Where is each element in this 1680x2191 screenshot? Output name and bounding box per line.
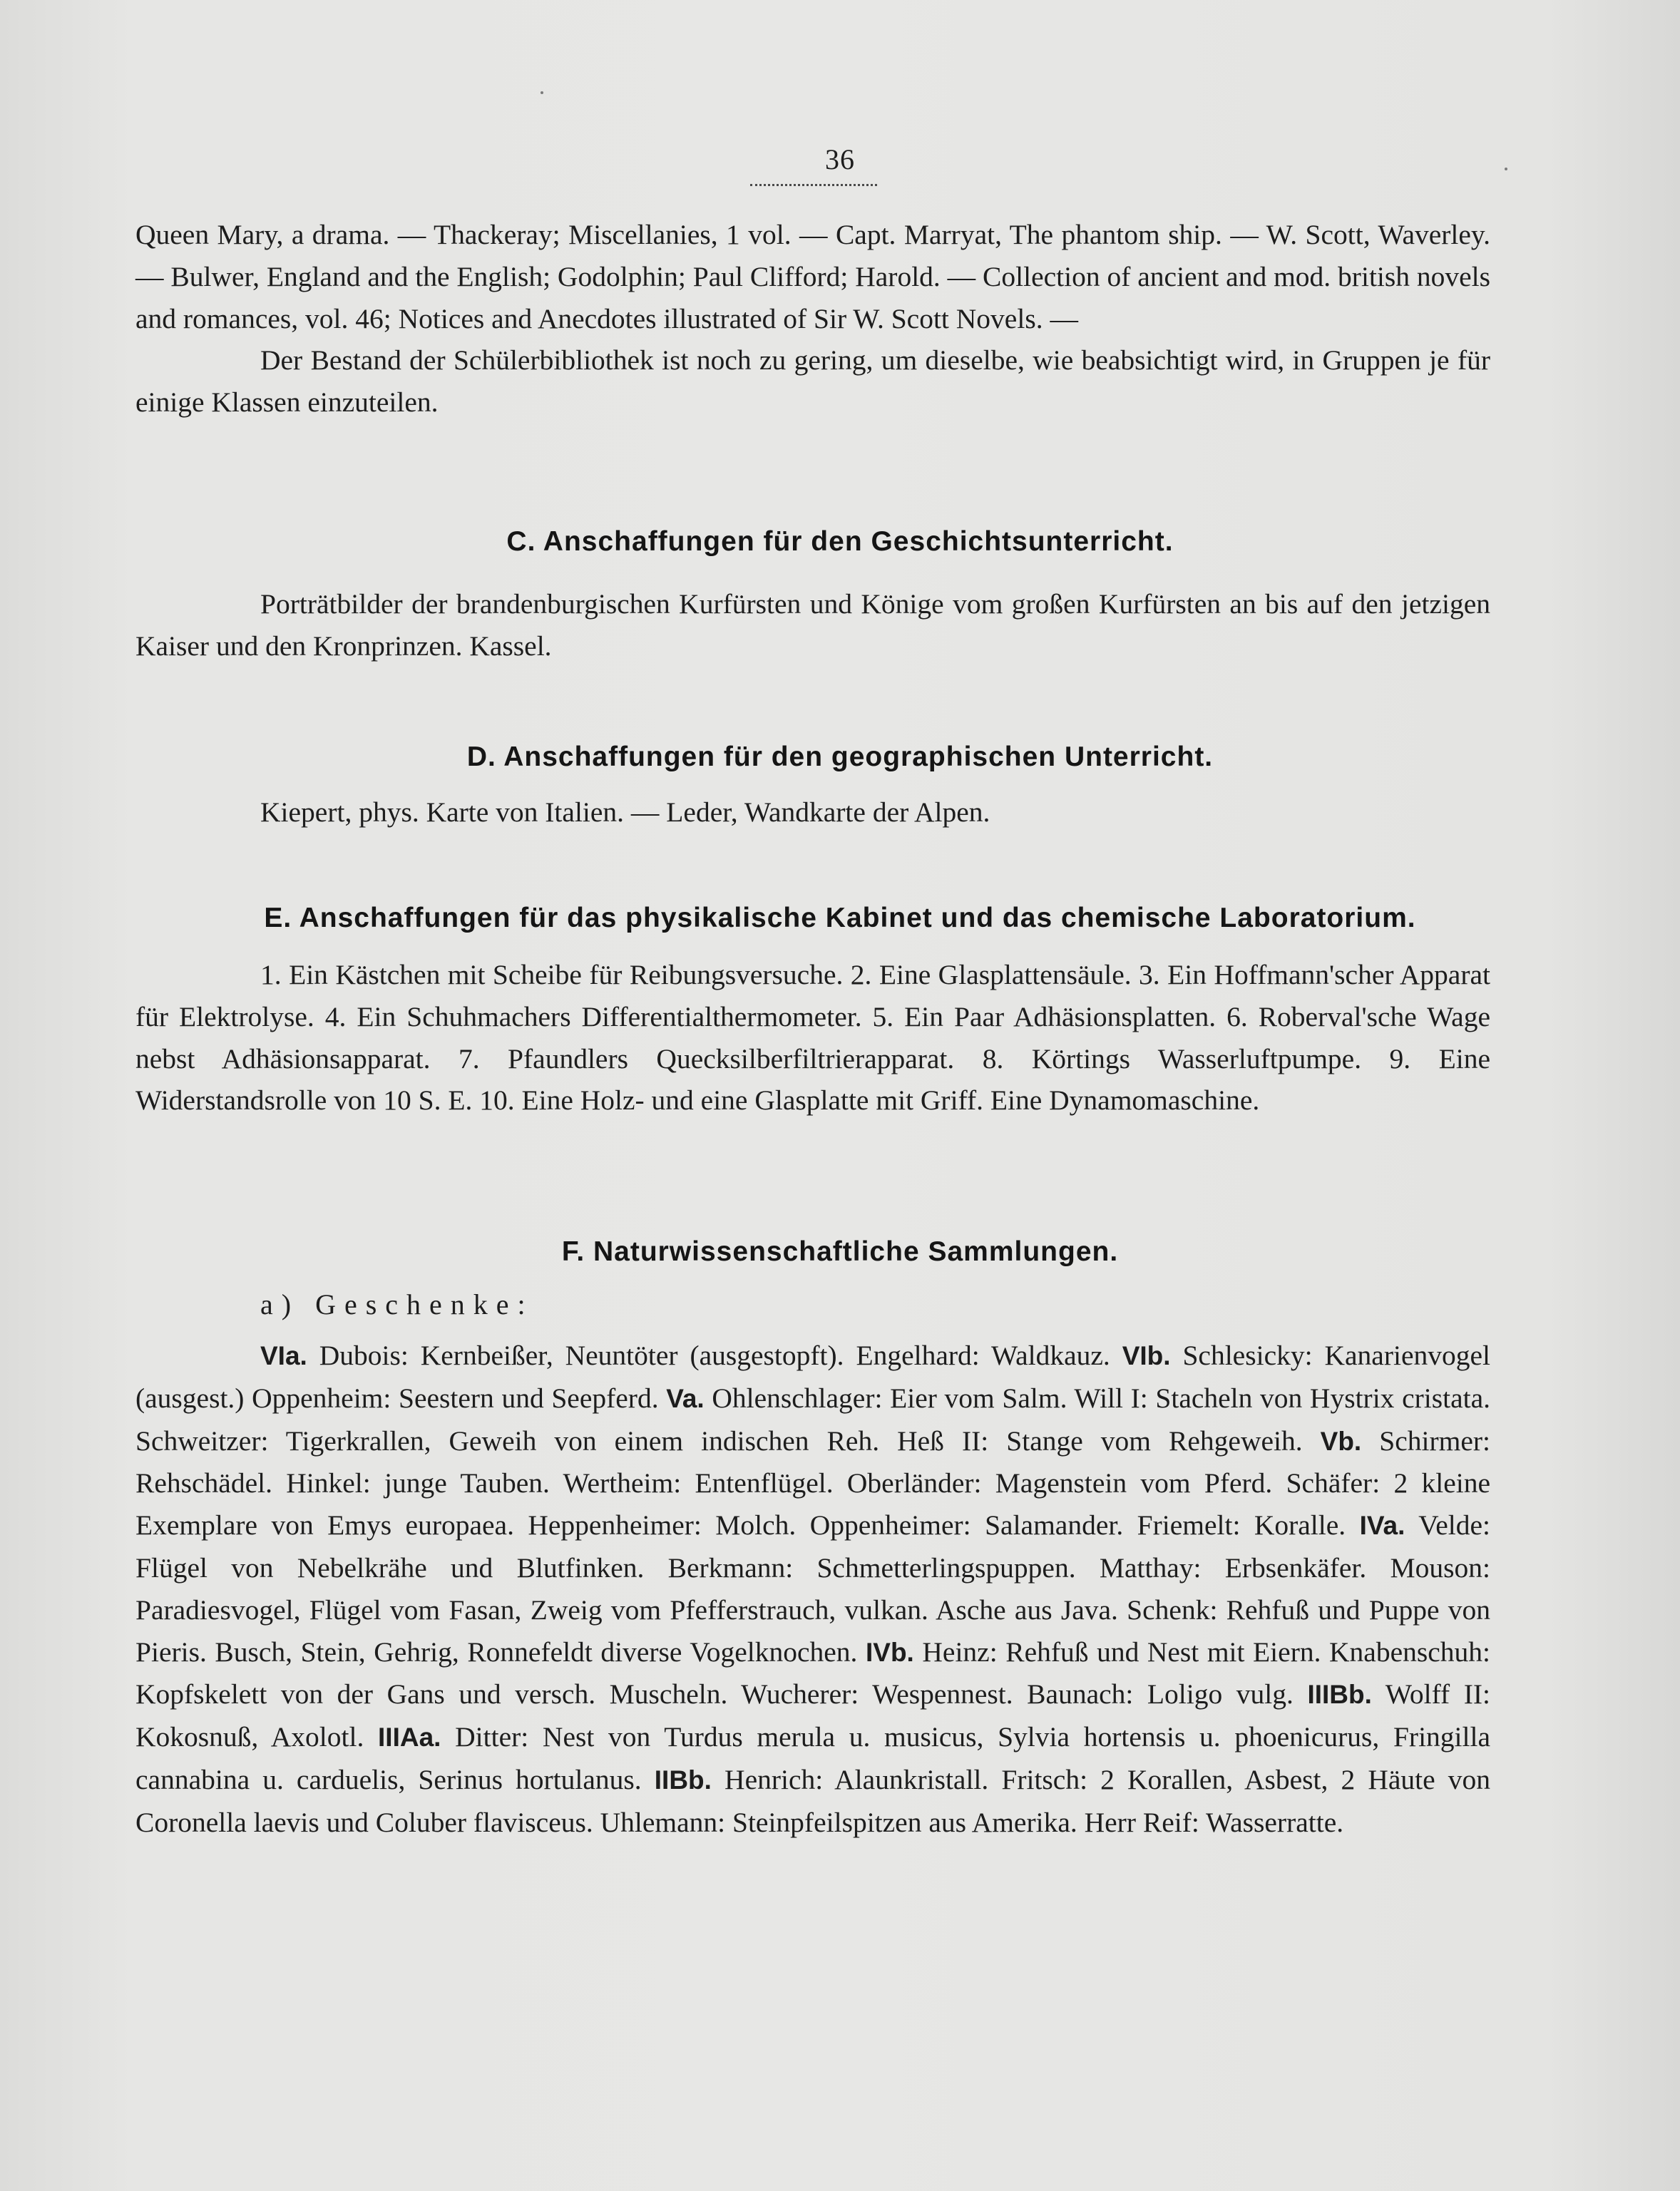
class-label: VIb. (1122, 1341, 1171, 1370)
section-d-paragraph: Kiepert, phys. Karte von Italien. — Leder, Wandkarte der Alpen. (260, 796, 990, 828)
section-f-block (135, 1335, 1490, 1844)
class-label: Va. (666, 1383, 705, 1413)
class-entry: Wolff II: Kokosnuß, Axolotl. (135, 1678, 1490, 1753)
section-e-paragraph: 1. Ein Kästchen mit Scheibe für Reibungsversuche. 2. Eine Glasplattensäule. 3. Ein Hoffmann'scher Apparat für Elektrolyse. 4. Ein Schuhmachers Differentialthermometer. 5. Ein Paar Adhäsionsplatten. 6. Roberval'sche Wage nebst Adhäsionsapparat. 7. Pfaundlers Quecksilberfiltrierapparat. 8. Körtings Wasserluftpumpe. 9. Eine Widerstandsrolle von 10 S. E. 10. Eine Holz- und eine Glasplatte mit Griff. Eine Dynamomaschine. (135, 959, 1490, 1117)
library-note-paragraph: Der Bestand der Schülerbibliothek ist noch zu gering, um dieselbe, wie beabsichtigt wird, in Gruppen je für einige Klassen einzuteilen. (135, 344, 1490, 419)
class-entry: Ditter: Nest von Turdus merula u. musicus, Sylvia hortensis u. phoenicurus, Fringilla cannabina u. carduelis, Serinus hortulanus. (135, 1721, 1490, 1795)
section-e-heading: E. Anschaffungen für das physikalische Kabinet und das chemische Laboratorium. (264, 903, 1416, 933)
class-entry: Ohlenschlager: Eier vom Salm. Will I: Stacheln von Hystrix cristata. Schweitzer: Tigerkrallen, Geweih von einem indischen Reh. Heß II: Stange vom Rehgeweih. (135, 1382, 1490, 1457)
donations-paragraph (135, 1335, 1490, 1844)
class-label: IIIAa. (378, 1723, 441, 1753)
class-entry: Schirmer: Rehschädel. Hinkel: junge Tauben. Wertheim: Entenflügel. Oberländer: Magenstein vom Pferd. Schäfer: 2 kleine Exemplare von Emys europaea. Heppenheimer: Molch. Oppenheimer: Salamander. Friemelt: Koralle. (135, 1425, 1490, 1541)
class-entry: Dubois: Kernbeißer, Neuntöter (ausgestopft). Engelhard: Waldkauz. (307, 1340, 1122, 1371)
scan-speck (1505, 168, 1507, 170)
section-e-block (135, 954, 1490, 1122)
class-label: VIa. (260, 1341, 307, 1370)
page-number-ornament (750, 180, 877, 186)
class-label: IVb. (865, 1637, 914, 1667)
section-f-subheading: a) Geschenke: (260, 1288, 534, 1320)
section-f-heading: F. Naturwissenschaftliche Sammlungen. (561, 1236, 1119, 1267)
section-c-block (135, 583, 1490, 667)
class-label: Vb. (1320, 1426, 1362, 1456)
english-books-paragraph: Queen Mary, a drama. — Thackeray; Miscellanies, 1 vol. — Capt. Marryat, The phantom ship. — W. Scott, Waverley. — Bulwer, England and the English; Godolphin; Paul Clifford; Harold. — Collection of ancient and mod. british novels and romances, vol. 46; Notices and Anecdotes illustrated of Sir W. Scott Novels. — (135, 219, 1491, 334)
section-d-heading: D. Anschaffungen für den geographischen Unterricht. (466, 742, 1214, 772)
intro-block (135, 214, 1490, 424)
class-label: IIIBb. (1307, 1680, 1372, 1710)
section-d-block (135, 791, 1490, 833)
class-entry: Velde: Flügel von Nebelkrähe und Blutfinken. Berkmann: Schmetterlingspuppen. Matthay: Erbsenkäfer. Mouson: Paradiesvogel, Flügel vom Fasan, Zweig vom Pfefferstrauch, vulkan. Asche aus Java. Schenk: Rehfuß und Puppe von Pieris. Busch, Stein, Gehrig, Ronnefeldt diverse Vogelknochen. (135, 1509, 1490, 1668)
class-entry: Henrich: Alaunkristall. Fritsch: 2 Korallen, Asbest, 2 Häute von Coronella laevis und Coluber flavisceus. Uhlemann: Steinpfeilspitzen aus Amerika. Herr Reif: Wasserratte. (135, 1763, 1490, 1838)
class-entry: Heinz: Rehfuß und Nest mit Eiern. Knabenschuh: Kopfskelett von der Gans und versch. Muscheln. Wucherer: Wespennest. Baunach: Loligo vulg. (135, 1636, 1490, 1710)
scan-speck (541, 91, 543, 94)
section-c-heading: C. Anschaffungen für den Geschichtsunterricht. (506, 526, 1174, 557)
class-entry: Schlesicky: Kanarienvogel (ausgest.) Oppenheim: Seestern und Seepferd. (135, 1340, 1490, 1414)
section-c-paragraph: Porträtbilder der brandenburgischen Kurfürsten und Könige vom großen Kurfürsten an bis auf den jetzigen Kaiser und den Kronprinzen. Kassel. (135, 588, 1490, 662)
class-label: IIBb. (654, 1765, 712, 1795)
class-label: IVa. (1359, 1511, 1405, 1541)
page-number: 36 (825, 143, 855, 175)
